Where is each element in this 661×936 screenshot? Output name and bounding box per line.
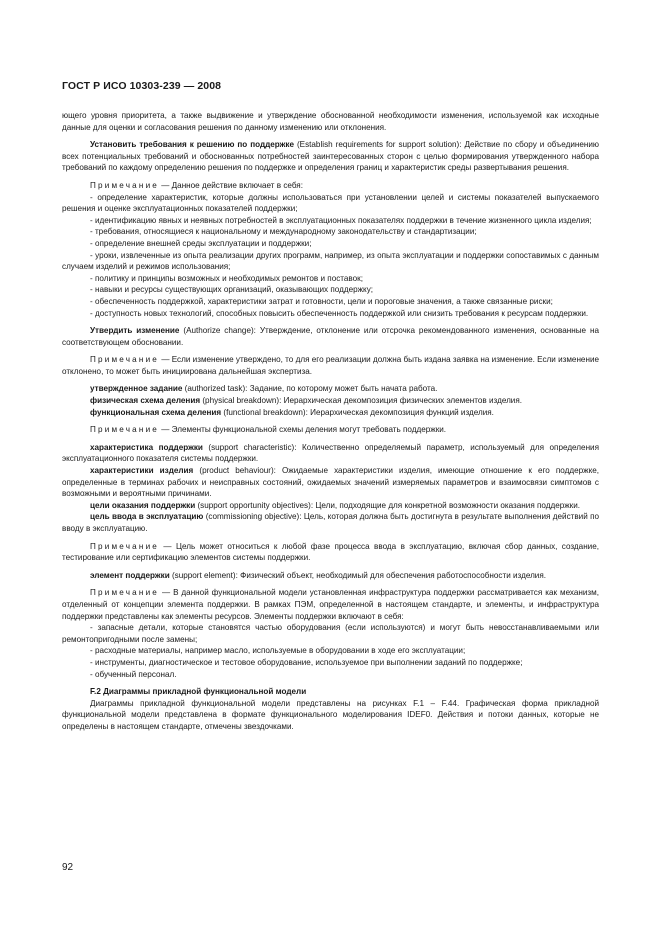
definition-support-characteristic <box>62 442 599 465</box>
term: Утвердить изменение <box>90 326 180 336</box>
definition-text: (support opportunity objectives): Цели, подходящие для конкретной возможности оказания поддержки. <box>195 500 581 510</box>
term: физическая схема деления <box>90 396 201 406</box>
term: утвержденное задание <box>90 384 183 394</box>
note-1-item: - определение внешней среды эксплуатации и поддержки; <box>90 238 312 248</box>
note-text: — В данной функциональной модели установленная инфраструктура поддержки рассматривается как механизм, отделенный от концепции элемента поддержки. В рамках ПЭМ, определенной в настоящем стандарте, и элементы, и инфраструктура поддержки представлены как элементы ресурсов. Элементы поддержки включают в себя: <box>62 588 599 621</box>
paragraph-continued: ющего уровня приоритета, а также выдвижение и утверждение обоснованной необходимости изменения, используемой как исходные данные для оценки и согласования решения по данному изменению или отклонения. <box>62 111 599 132</box>
definition-functional-breakdown <box>62 407 599 419</box>
note-text: — Данное действие включает в себя: <box>159 180 303 190</box>
note-1-item: - определение характеристик, которые должны использоваться при установлении целей и системы показателей выпускаемого решения и оценке эксплуатационных показателей поддержки; <box>62 192 599 214</box>
term: характеристика поддержки <box>90 442 203 452</box>
note-5-item: - инструменты, диагностическое и тестовое оборудование, используемое при выполнении заданий по поддержке; <box>90 657 523 667</box>
definition-text: (commissioning objective): Цель, которая должна быть достигнута в результате выполнения действий по вводу в эксплуатацию. <box>62 512 599 533</box>
definition-product-behaviour <box>62 465 599 500</box>
definition-text: (support element): Физический объект, необходимый для обеспечения работоспособности изделия. <box>169 570 546 580</box>
note-5-item: - расходные материалы, например масло, используемые в оборудовании в ходе его эксплуатации; <box>90 646 466 656</box>
page-number: 92 <box>62 862 74 873</box>
note-1-item: - обеспеченность поддержкой, характеристики затрат и готовности, цели и пороговые значения, а также связанные риски; <box>90 296 553 306</box>
definition-text: (physical breakdown): Иерархическая декомпозиция физических элементов изделия. <box>200 396 523 406</box>
note-label: Примечание <box>90 588 160 598</box>
term: элемент поддержки <box>90 570 170 580</box>
definition-authorize-change <box>62 325 599 348</box>
definition-text: (product behaviour): Ожидаемые характеристики изделия, имеющие отношение к его поддержке, определенные в терминах рабочих и неисправных состояний, ожидаемых значений измеряемых параметров и взаимосвязи симптомов с возможными и вероятными причинами. <box>62 466 599 499</box>
term: функциональная схема деления <box>90 407 222 417</box>
note-5 <box>62 587 599 622</box>
definition-text: (support characteristic): Количественно определяемый параметр, используемый для определения эксплуатационного показателя системы поддержки. <box>62 442 599 464</box>
note-1-item: - доступность новых технологий, способных повысить обеспеченность поддержкой или снизить требования к ресурсам поддержки. <box>90 308 589 318</box>
definition-authorized-task <box>62 383 599 395</box>
definition-support-element <box>62 570 599 582</box>
note-label: Примечание <box>90 180 160 190</box>
term: цель ввода в эксплуатацию <box>90 512 204 522</box>
definition-support-opportunity-objectives <box>62 500 599 512</box>
note-text: — Элементы функциональной схемы деления могут требовать поддержки. <box>159 425 447 435</box>
section-heading-text: F.2 Диаграммы прикладной функциональной модели <box>90 687 307 697</box>
section-heading <box>62 686 599 698</box>
note-text: — Цель может относиться к любой фазе процесса ввода в эксплуатацию, включая сбор данных, создание, тестирование или сертификацию элементов системы поддержки. <box>62 541 599 563</box>
note-5-item: - обученный персонал. <box>90 669 177 679</box>
note-text: — Если изменение утверждено, то для его реализации должна быть издана заявка на изменение. Если изменение отклонено, то может быть инициирована дальнейшая экспертиза. <box>62 355 599 376</box>
definition-text: (functional breakdown): Иерархическая декомпозиция функций изделия. <box>221 407 494 417</box>
definition-text: (authorized task): Задание, по которому может быть начата работа. <box>182 384 438 394</box>
note-1-item: - политику и принципы возможных и необходимых ремонтов и поставок; <box>90 273 363 283</box>
note-1-item: - требования, относящиеся к национальному и международному законодательству и стандартизации; <box>90 227 477 237</box>
term: Установить требования к решению по поддержке <box>90 140 294 150</box>
note-label: Примечание <box>90 541 160 551</box>
note-1-item: - идентификацию явных и неявных потребностей в эксплуатационных показателях поддержки в течение жизненного цикла изделия; <box>90 215 592 225</box>
definition-text: (Establish requirements for support solution): Действие по сбору и объединению всех потенциальных требований и обоснованных потребностей заинтересованных сторон с целью формирования утвержденного набора требований по каждому определению решения по поддержке и определения границ и характеристик среды развертывания решения. <box>62 140 599 173</box>
note-5-item: - запасные детали, которые становятся частью оборудования (если используются) и могут быть невосстанавливаемыми или ремонтопригодными после замены; <box>62 623 599 644</box>
document-header: ГОСТ Р ИСО 10303-239 — 2008 <box>62 80 222 92</box>
definition-commissioning-objective <box>62 511 599 534</box>
section-paragraph: Диаграммы прикладной функциональной модели представлены на рисунках F.1 – F.44. Графическая форма прикладной функциональной модели представлена в формате функционального моделирования IDEF0. Действия и потоки данных, которые не определены в настоящем стандарте, отмечены звездочками. <box>62 698 599 731</box>
definition-text: (Authorize change): Утверждение, отклонение или отсрочка рекомендованного изменения, основанные на соответствующем обосновании. <box>62 326 599 347</box>
definition-establish-requirements <box>62 139 599 174</box>
note-1-item: - навыки и ресурсы существующих организаций, оказывающих поддержку; <box>90 285 374 295</box>
note-1-item: - уроки, извлеченные из опыта реализации других программ, например, из опыта эксплуатации и поддержки сопоставимых с данным случаем изделий и режимов использования; <box>62 250 599 272</box>
term: характеристики изделия <box>90 466 194 476</box>
term: цели оказания поддержки <box>90 500 196 510</box>
note-2 <box>62 354 599 377</box>
note-label: Примечание <box>90 425 160 435</box>
definition-physical-breakdown <box>62 395 599 407</box>
note-label: Примечание <box>90 355 160 365</box>
note-3 <box>62 424 599 436</box>
note-4 <box>62 541 599 564</box>
document-body <box>62 110 599 733</box>
note-1 <box>62 180 599 192</box>
